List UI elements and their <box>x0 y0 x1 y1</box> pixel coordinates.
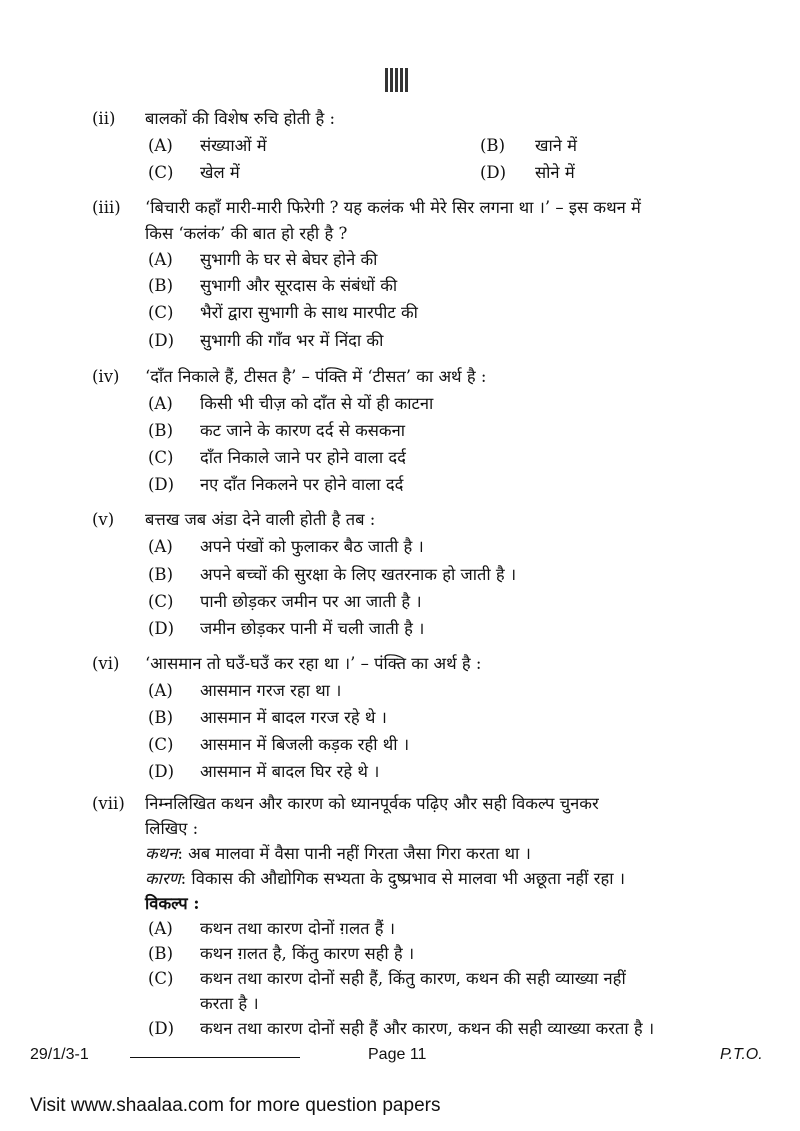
question-text: बालकों की विशेष रुचि होती है : <box>145 109 336 128</box>
option-label: (B) <box>148 421 173 440</box>
option-label: (B) <box>148 276 173 295</box>
option-text: कथन तथा कारण दोनों सही हैं और कारण, कथन की सही व्याख्या करता है । <box>200 1019 655 1038</box>
option-text: कथन तथा कारण दोनों ग़लत हैं । <box>200 919 396 938</box>
option-label: (A) <box>148 537 173 556</box>
option-text: सुभागी और सूरदास के संबंधों की <box>200 276 398 295</box>
question-text: लिखिए : <box>145 819 199 838</box>
question-number: (iv) <box>92 367 120 386</box>
option-label: (A) <box>148 250 173 269</box>
option-text: अपने बच्चों की सुरक्षा के लिए खतरनाक हो जाती है । <box>200 565 517 584</box>
option-label: (B) <box>148 565 173 584</box>
option-label: (D) <box>148 762 175 781</box>
footer-divider <box>130 1057 300 1058</box>
visit-link[interactable]: Visit www.shaalaa.com for more question papers <box>30 1095 441 1116</box>
page-number: Page 11 <box>368 1046 427 1063</box>
option-text: किसी भी चीज़ को दाँत से यों ही काटना <box>200 394 434 413</box>
assertion-label: कथन <box>145 844 178 863</box>
question-text: बत्तख जब अंडा देने वाली होती है तब : <box>145 510 376 529</box>
question-text: ‘बिचारी कहाँ मारी-मारी फिरेगी ? यह कलंक भी मेरे सिर लगना था ।’ – इस कथन में <box>145 198 641 217</box>
option-text: कथन ग़लत है, किंतु कारण सही है । <box>200 944 415 963</box>
option-label: (C) <box>148 163 174 182</box>
reason-text: : विकास की औद्योगिक सभ्यता के दुष्प्रभाव से मालवा भी अछूता नहीं रहा । <box>180 869 625 888</box>
option-label: (D) <box>148 619 175 638</box>
option-text: खेल में <box>200 163 240 182</box>
option-label: (C) <box>148 303 174 322</box>
option-text: भैरों द्वारा सुभागी के साथ मारपीट की <box>200 303 418 322</box>
option-text: नए दाँत निकलने पर होने वाला दर्द <box>200 475 404 494</box>
option-text: आसमान में बिजली कड़क रही थी । <box>200 735 410 754</box>
option-text: आसमान गरज रहा था । <box>200 681 342 700</box>
option-text: जमीन छोड़कर पानी में चली जाती है । <box>200 619 425 638</box>
assertion-text: : अब मालवा में वैसा पानी नहीं गिरता जैसा गिरा करता था । <box>177 844 531 863</box>
options-heading: विकल्प : <box>145 894 200 913</box>
pto-label: P.T.O. <box>720 1046 763 1063</box>
option-text: दाँत निकाले जाने पर होने वाला दर्द <box>200 448 406 467</box>
option-label: (B) <box>480 136 505 155</box>
option-label: (B) <box>148 944 173 963</box>
question-text: ‘दाँत निकाले हैं, टीसत है’ – पंक्ति में ‘टीसत’ का अर्थ है : <box>145 367 487 386</box>
question-number: (ii) <box>92 109 116 128</box>
option-text: आसमान में बादल घिर रहे थे । <box>200 762 380 781</box>
option-label: (C) <box>148 448 174 467</box>
option-text: सुभागी की गाँव भर में निंदा की <box>200 331 384 350</box>
option-text: आसमान में बादल गरज रहे थे । <box>200 708 387 727</box>
option-label: (C) <box>148 592 174 611</box>
option-text: कथन तथा कारण दोनों सही हैं, किंतु कारण, कथन की सही व्याख्या नहीं <box>200 969 626 988</box>
question-number: (iii) <box>92 198 121 217</box>
option-label: (D) <box>148 331 175 350</box>
option-text: सुभागी के घर से बेघर होने की <box>200 250 378 269</box>
option-text: खाने में <box>535 136 578 155</box>
option-text: अपने पंखों को फुलाकर बैठ जाती है । <box>200 537 424 556</box>
reason <box>145 868 625 890</box>
option-label: (A) <box>148 136 173 155</box>
question-text: किस ‘कलंक’ की बात हो रही है ? <box>145 224 348 243</box>
option-label: (B) <box>148 708 173 727</box>
option-label: (C) <box>148 735 174 754</box>
option-label: (C) <box>148 969 174 988</box>
option-label: (D) <box>148 1019 175 1038</box>
option-label: (A) <box>148 394 173 413</box>
option-label: (A) <box>148 681 173 700</box>
option-label: (D) <box>480 163 507 182</box>
question-text: ‘आसमान तो घउँ-घउँ कर रहा था ।’ – पंक्ति का अर्थ है : <box>145 654 482 673</box>
question-number: (vii) <box>92 794 125 813</box>
assertion <box>145 843 531 865</box>
option-text: पानी छोड़कर जमीन पर आ जाती है । <box>200 592 422 611</box>
option-text: कट जाने के कारण दर्द से कसकना <box>200 421 406 440</box>
option-text: संख्याओं में <box>200 136 267 155</box>
question-number: (vi) <box>92 654 120 673</box>
qr-code <box>385 68 409 92</box>
option-label: (D) <box>148 475 175 494</box>
reason-label: कारण <box>145 869 181 888</box>
option-text: सोने में <box>535 163 575 182</box>
option-text: करता है । <box>200 994 259 1013</box>
question-text: निम्नलिखित कथन और कारण को ध्यानपूर्वक पढ़िए और सही विकल्प चुनकर <box>145 794 599 813</box>
option-label: (A) <box>148 919 173 938</box>
paper-code: 29/1/3-1 <box>30 1046 89 1063</box>
question-number: (v) <box>92 510 115 529</box>
